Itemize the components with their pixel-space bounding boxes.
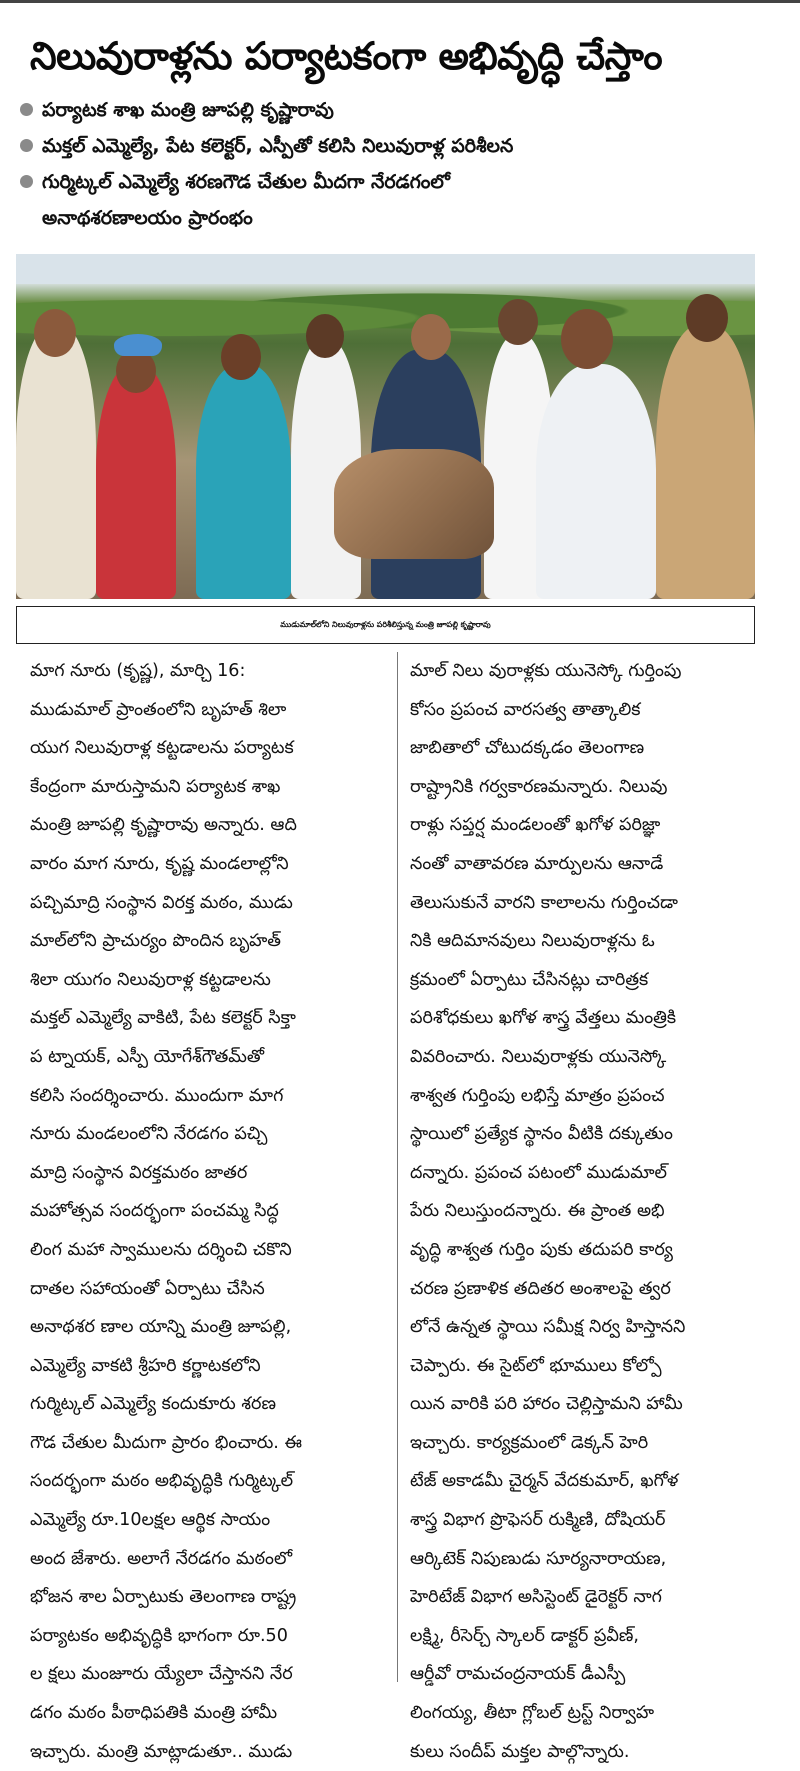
article-line: లోనే ఉన్నత స్థాయి సమీక్ష నిర్వ హిస్తానని (410, 1317, 686, 1338)
bullet-item (16, 164, 776, 200)
article-line: మక్తల్ ఎమ్మెల్యే వాకిటి, పేట కలెక్టర్ సిక్తా (30, 1008, 296, 1029)
photo-cap (114, 334, 162, 356)
article-line: కేంద్రంగా మారుస్తామని పర్యాటక శాఖ (30, 776, 281, 797)
article-line: ఎమ్మెల్యే రూ.10లక్షల ఆర్థిక సాయం (30, 1510, 271, 1531)
photo-person (96, 364, 176, 599)
article-line: నికి ఆదిమానవులు నిలువురాళ్లను ఓ (410, 931, 655, 952)
photo-standing-stone (334, 449, 494, 559)
article-line: టేజ్ అకాడమీ చైర్మన్ వేదకుమార్, ఖగోళ (410, 1471, 679, 1492)
article-line: చెప్పారు. ఈ సైట్‌లో భూములు కోల్పో (410, 1355, 662, 1376)
photo-person-head (34, 309, 76, 357)
article-line: యిన వారికి పరి హారం చెల్లిస్తామని హామీ (410, 1394, 683, 1415)
article-line: లింగ మహా స్వాములను దర్శించి చకొని (30, 1239, 292, 1260)
article-line: నంతో వాతావరణ మార్పులను ఆనాడే (410, 853, 664, 874)
article-line: వారం మాగ నూరు, కృష్ణ మండలాల్లోని (30, 853, 289, 874)
article-line: పర్యాటకం అభివృద్ధికి భాగంగా రూ.50 (30, 1625, 288, 1646)
article-line: పరిశోధకులు ఖగోళ శాస్త్ర వేత్తలు మంత్రికి (410, 1008, 677, 1029)
article-line: మహోత్సవ సందర్భంగా పంచమ్మ సిద్ధ (30, 1201, 279, 1222)
article-line: ఇచ్చారు. కార్యక్రమంలో డెక్కన్ హెరి (410, 1432, 649, 1453)
article-line: మాగ నూరు (కృష్ణ), మార్చి 16: (30, 661, 246, 681)
bullet-item (16, 128, 776, 164)
article-line: మంత్రి జూపల్లి కృష్ణారావు అన్నారు. ఆది (30, 815, 297, 836)
bullet-dot-icon (20, 175, 33, 188)
article-line: స్థాయిలో ప్రత్యేక స్థానం వీటికి దక్కుతుం (410, 1124, 673, 1145)
bullet-text: అనాథశరణాలయం ప్రారంభం (42, 207, 253, 229)
article-line: వివరించారు. నిలువురాళ్లకు యునెస్కో (410, 1046, 667, 1067)
article-line: ఇచ్చారు. మంత్రి మాట్లాడుతూ.. ముడు (30, 1741, 293, 1762)
article-line: శిలా యుగం నిలువురాళ్ల కట్టడాలను (30, 969, 271, 990)
article-line: దన్నారు. ప్రపంచ పటంలో ముడుమాల్ (410, 1162, 668, 1183)
bullet-dot-icon (20, 139, 33, 152)
article-line: గుర్మిట్కల్ ఎమ్మెల్యే కందుకూరు శరణ (30, 1394, 276, 1415)
article-line: గౌడ చేతుల మీదుగా ప్రారం భించారు. ఈ (30, 1432, 302, 1453)
bullet-list (16, 92, 776, 236)
article-line: ఆర్కిటెక్ నిపుణుడు సూర్యనారాయణ, (410, 1548, 667, 1569)
article-line: అనాథశర ణాల యాన్ని మంత్రి జూపల్లి, (30, 1317, 292, 1338)
article-line: కులు సందీప్ మక్తల పాల్గొన్నారు. (410, 1741, 630, 1762)
photo-person-head (306, 314, 344, 358)
bullet-text: పర్యాటక శాఖ మంత్రి జూపల్లి కృష్ణారావు (42, 99, 334, 121)
article-right-column (410, 652, 770, 1771)
article-line: లింగయ్య, తీటా గ్లోబల్ ట్రస్ట్ నిర్వాహ (410, 1703, 655, 1724)
article-line: దాతల సహాయంతో ఏర్పాటు చేసిన (30, 1278, 265, 1299)
article-line: క్రమంలో ఏర్పాటు చేసినట్లు చారిత్రక (410, 969, 649, 990)
article-line: ముడుమాల్ ప్రాంతంలోని బృహత్ శిలా (30, 699, 287, 720)
article-line: రాష్ట్రానికి గర్వకారణమన్నారు. నిలువు (410, 776, 668, 797)
article-line: జాబితాలో చోటుదక్కడం తెలంగాణ (410, 738, 645, 759)
article-line: భోజన శాల ఏర్పాటుకు తెలంగాణ రాష్ట్ర (30, 1587, 297, 1608)
article-line: లక్ష్మి, రీసెర్చ్ స్కాలర్ డాక్టర్ ప్రవీణ్, (410, 1625, 640, 1646)
article-line: నూరు మండలంలోని నేరడగం పచ్చి (30, 1124, 268, 1145)
article-line: శాశ్వత గుర్తింపు లభిస్తే మాత్రం ప్రపంచ (410, 1085, 665, 1106)
photo-person (16, 324, 96, 599)
photo-person-head (498, 299, 538, 345)
article-left-column (30, 652, 385, 1771)
article-line: రాళ్లు సప్తర్ష మండలంతో ఖగోళ పరిజ్ఞా (410, 815, 661, 836)
bullet-item (16, 92, 776, 128)
photo-person-head (686, 294, 728, 342)
photo-person (196, 364, 291, 599)
article-line: మాల్‌లోని ప్రాచుర్యం పొందిన బృహత్ (30, 931, 281, 952)
photo-caption: ముడుమాల్‌లోని నిలువురాళ్లను పరిశీలిస్తున్న మంత్రి జూపల్లి కృష్ణారావు (16, 606, 755, 644)
article-line: ఎమ్మెల్యే వాకటి శ్రీహరి కర్ణాటకలోని (30, 1355, 261, 1376)
bullet-text: మక్తల్ ఎమ్మెల్యే, పేట కలెక్టర్, ఎస్పీతో కలిసి నిలువురాళ్ల పరిశీలన (42, 135, 514, 157)
article-line: చరణ ప్రణాళిక తదితర అంశాలపై త్వర (410, 1278, 671, 1299)
article-line: మాల్ నిలు వురాళ్లకు యునెస్కో గుర్తింపు (410, 661, 682, 681)
article-line: వృద్ధి శాశ్వత గుర్తిం పుకు తదుపరి కార్య (410, 1239, 673, 1260)
article-line: హెరిటేజ్ విభాగ అసిస్టెంట్ డైరెక్టర్ నాగ (410, 1587, 662, 1608)
headline: నిలువురాళ్లను పర్యాటకంగా అభివృద్ధి చేస్తాం (30, 34, 663, 78)
news-photo (16, 254, 755, 599)
article-line: ఆర్డీవో రామచంద్రనాయక్ డీఎస్పీ (410, 1664, 626, 1685)
article-line: ప ట్నాయక్, ఎస్పీ యోగేశ్‌గౌతమ్‌తో (30, 1046, 265, 1067)
article-line: శాస్త్ర విభాగ ప్రొఫెసర్ రుక్మిణి, దోషియర్ (410, 1510, 666, 1531)
column-divider (397, 652, 398, 1682)
photo-person (536, 364, 656, 599)
article-line: ల క్షలు మంజూరు య్యేలా చేస్తానని నేర (30, 1664, 293, 1685)
article-line: తెలుసుకునే వారని కాలాలను గుర్తించడా (410, 892, 678, 913)
bullet-continuation (16, 200, 776, 236)
photo-person (656, 324, 755, 599)
photo-person-head (561, 309, 613, 369)
article-line: అంద జేశారు. అలాగే నేరడగం మఠంలో (30, 1548, 293, 1569)
article-line: పేరు నిలుస్తుందన్నారు. ఈ ప్రాంత అభి (410, 1201, 665, 1222)
article-line: కోసం ప్రపంచ వారసత్వ తాత్కాలిక (410, 699, 641, 720)
article-line: సందర్భంగా మఠం అభివృద్ధికి గుర్మిట్కల్ (30, 1471, 294, 1492)
article-line: మాద్రి సంస్థాన విరక్తమఠం జాతర (30, 1162, 248, 1183)
bullet-text: గుర్మిట్కల్ ఎమ్మెల్యే శరణగౌడ చేతుల మీదగా నేరడగంలో (42, 171, 450, 193)
photo-person-head (221, 334, 261, 380)
article-line: కలిసి సందర్శించారు. ముందుగా మాగ (30, 1085, 284, 1106)
photo-person-head (411, 314, 451, 360)
top-border (0, 0, 800, 3)
article-line: పచ్చిమాద్రి సంస్థాన విరక్త మఠం, ముడు (30, 892, 293, 913)
article-line: యుగ నిలువురాళ్ల కట్టడాలను పర్యాటక (30, 738, 294, 759)
bullet-dot-icon (20, 103, 33, 116)
article-line: డగం మఠం పీఠాధిపతికి మంత్రి హామీ (30, 1703, 278, 1724)
